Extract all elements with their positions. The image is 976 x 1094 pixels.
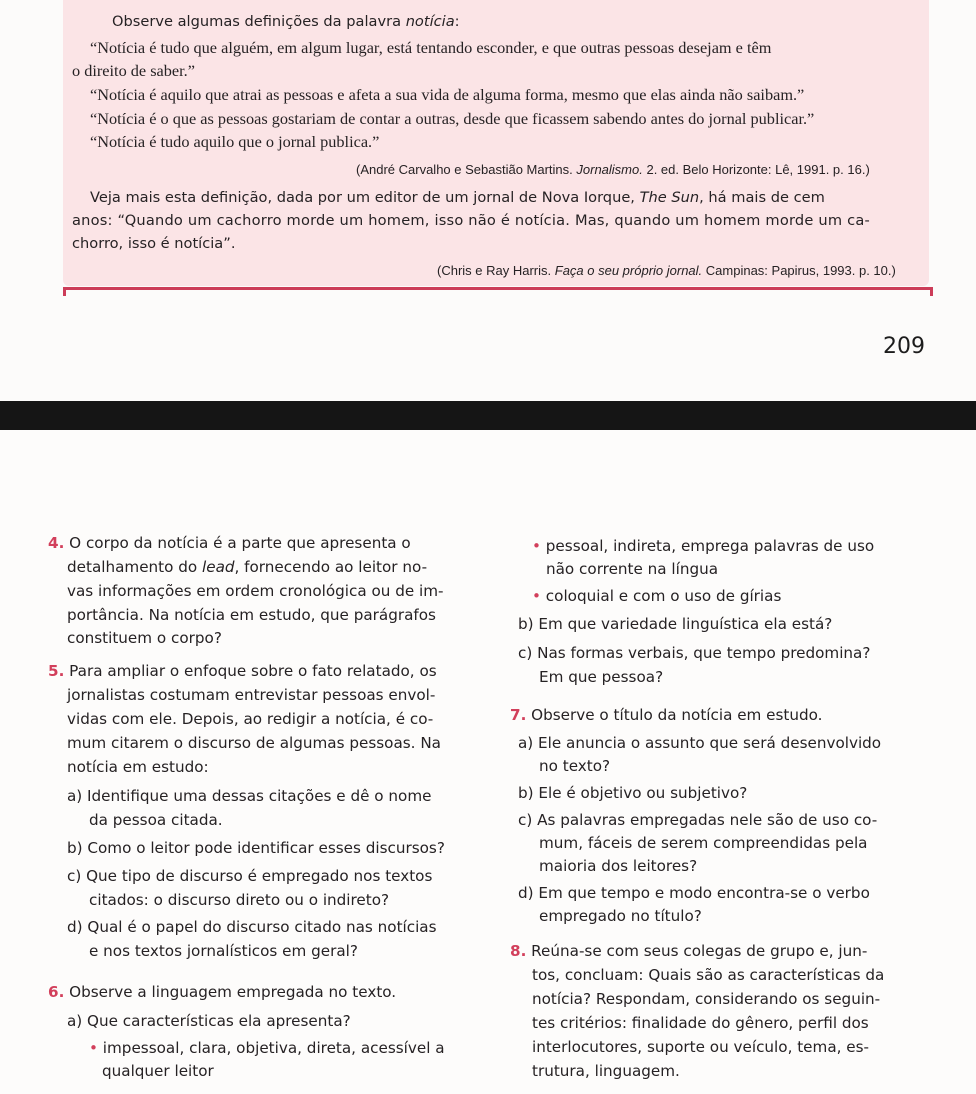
question-6-line-1: Observe a linguagem empregada no texto.	[69, 983, 397, 1001]
question-5-line-1: Para ampliar o enfoque sobre o fato relatado, os	[69, 662, 437, 680]
question-6b: b) Em que variedade linguística ela está?	[518, 615, 833, 633]
option-1-line-1: impessoal, clara, objetiva, direta, acessível a	[102, 1039, 445, 1057]
question-7-number: 7.	[510, 706, 527, 724]
question-8-line-6: trutura, linguagem.	[532, 1062, 680, 1080]
question-5d-line-1: d) Qual é o papel do discurso citado nas notícias	[67, 918, 437, 936]
question-7a-line-2: no texto?	[539, 757, 611, 775]
box-bottom-border	[63, 287, 933, 290]
quote-4: “Notícia é tudo aquilo que o jornal publica.”	[90, 132, 380, 151]
question-4-line-2: detalhamento do lead, fornecendo ao leitor no-	[67, 558, 428, 576]
citation-1: (André Carvalho e Sebastião Martins. Jornalismo. 2. ed. Belo Horizonte: Lê, 1991. p. 16.)	[356, 162, 870, 177]
question-5d-line-2: e nos textos jornalísticos em geral?	[89, 942, 358, 960]
question-4-line-4: portância. Na notícia em estudo, que parágrafos	[67, 606, 436, 624]
citation-2: (Chris e Ray Harris. Faça o seu próprio jornal. Campinas: Papirus, 1993. p. 10.)	[437, 263, 896, 278]
question-5-line-4: mum citarem o discurso de algumas pessoas. Na	[67, 734, 441, 752]
question-5-line-3: vidas com ele. Depois, ao redigir a notícia, é co-	[67, 710, 434, 728]
question-7c-line-2: mum, fáceis de serem compreendidas pela	[539, 834, 868, 852]
quote-3: “Notícia é o que as pessoas gostariam de contar a outras, desde que ficassem sabendo antes do jornal publicar.”	[90, 109, 815, 128]
question-8-line-4: tes critérios: finalidade do gênero, perfil dos	[532, 1014, 869, 1032]
question-8-line-2: tos, concluam: Quais são as características da	[532, 966, 885, 984]
question-7d-line-2: empregado no título?	[539, 907, 702, 925]
question-5c-line-1: c) Que tipo de discurso é empregado nos textos	[67, 867, 433, 885]
bullet-icon: •	[532, 537, 541, 555]
question-5b: b) Como o leitor pode identificar esses discursos?	[67, 839, 445, 857]
page-number: 209	[883, 334, 925, 359]
question-6-number: 6.	[48, 983, 65, 1001]
question-6a: a) Que características ela apresenta?	[67, 1012, 351, 1030]
question-4-line-5: constituem o corpo?	[67, 629, 222, 647]
previous-page	[0, 0, 976, 401]
quote-1-line-2: o direito de saber.”	[72, 61, 195, 80]
paragraph-line-2: anos: “Quando um cachorro morde um homem, isso não é notícia. Mas, quando um homem morde um ca-	[72, 212, 870, 229]
option-2-line-2: não corrente na língua	[546, 560, 719, 578]
question-7b: b) Ele é objetivo ou subjetivo?	[518, 784, 748, 802]
question-8-line-1: Reúna-se com seus colegas de grupo e, jun-	[531, 942, 868, 960]
question-7c-line-3: maioria dos leitores?	[539, 857, 698, 875]
question-5a-line-1: a) Identifique uma dessas citações e dê o nome	[67, 787, 432, 805]
bullet-icon: •	[532, 587, 541, 605]
paragraph-line-3: chorro, isso é notícia”.	[72, 235, 236, 252]
quote-1-line-1: “Notícia é tudo que alguém, em algum lugar, está tentando esconder, e que outras pessoas desejam e têm	[90, 38, 772, 57]
question-5-line-5: notícia em estudo:	[67, 758, 209, 776]
question-4-number: 4.	[48, 534, 65, 552]
question-6c-line-1: c) Nas formas verbais, que tempo predomina?	[518, 644, 871, 662]
option-3: coloquial e com o uso de gírias	[545, 587, 782, 605]
option-1-line-2: qualquer leitor	[102, 1062, 214, 1080]
page-divider	[0, 401, 976, 430]
question-7-line-1: Observe o título da notícia em estudo.	[531, 706, 823, 724]
question-7c-line-1: c) As palavras empregadas nele são de uso co-	[518, 811, 878, 829]
question-5-number: 5.	[48, 662, 65, 680]
question-7d-line-1: d) Em que tempo e modo encontra-se o verbo	[518, 884, 870, 902]
paragraph-line-1: Veja mais esta definição, dada por um editor de um jornal de Nova Iorque, The Sun, há mais de cem	[90, 189, 825, 206]
question-5-line-2: jornalistas costumam entrevistar pessoas envol-	[67, 686, 436, 704]
option-2-line-1: pessoal, indireta, emprega palavras de uso	[545, 537, 875, 555]
question-5c-line-2: citados: o discurso direto ou o indireto?	[89, 891, 390, 909]
question-8-line-5: interlocutores, suporte ou veículo, tema, es-	[532, 1038, 870, 1056]
question-4-line-3: vas informações em ordem cronológica ou de im-	[67, 582, 444, 600]
question-4-line-1: O corpo da notícia é a parte que apresenta o	[69, 534, 411, 552]
bullet-icon: •	[89, 1039, 98, 1057]
question-5a-line-2: da pessoa citada.	[89, 811, 223, 829]
question-7a-line-1: a) Ele anuncia o assunto que será desenvolvido	[518, 734, 882, 752]
question-8-number: 8.	[510, 942, 527, 960]
quote-2: “Notícia é aquilo que atrai as pessoas e afeta a sua vida de alguma forma, mesmo que elas ainda não saibam.”	[90, 85, 805, 104]
definitions-intro: Observe algumas definições da palavra notícia:	[112, 13, 460, 30]
question-8-line-3: notícia? Respondam, considerando os seguin-	[532, 990, 881, 1008]
question-6c-line-2: Em que pessoa?	[539, 668, 664, 686]
